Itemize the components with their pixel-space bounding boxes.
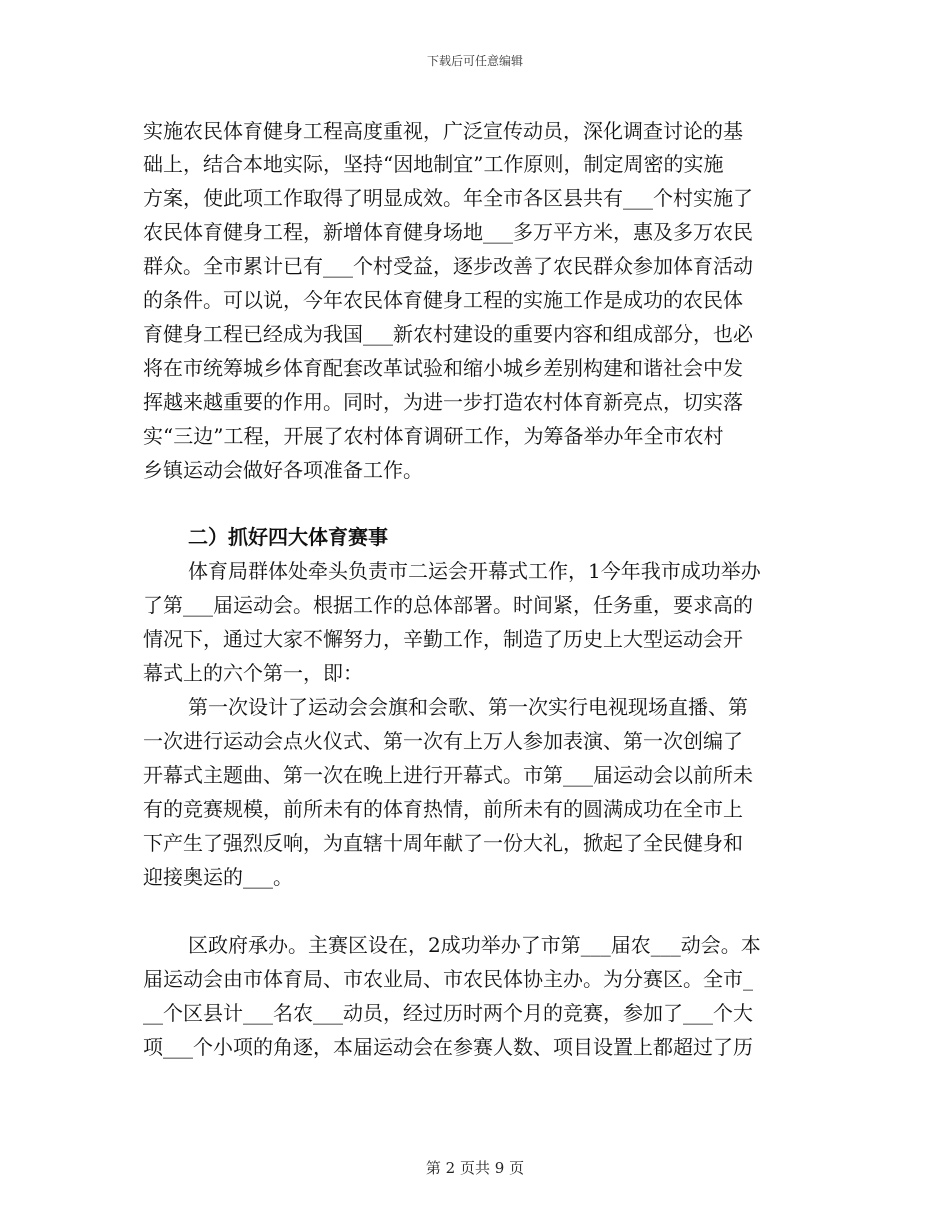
body-line: 乡镇运动会做好各项准备工作。 xyxy=(143,458,423,482)
page-footer: 第 2 页共 9 页 xyxy=(425,1159,525,1177)
body-line: 情况下，通过大家不懈努力，辛勤工作，制造了历史上大型运动会开 xyxy=(143,627,743,651)
body-line: 迎接奥运的___。 xyxy=(143,865,293,889)
body-line: 方案，使此项工作取得了明显成效。年全市各区县共有___个村实施了 xyxy=(143,186,753,210)
body-line: 第一次设计了运动会会旗和会歌、第一次实行电视现场直播、第 xyxy=(188,695,748,719)
body-line: 有的竞赛规模，前所未有的体育热情，前所未有的圆满成功在全市上 xyxy=(143,797,743,821)
body-line: 的条件。可以说，今年农民体育健身工程的实施工作是成功的农民体 xyxy=(143,288,743,312)
body-line: 实“三边”工程，开展了农村体育调研工作，为筹备举办年全市农村 xyxy=(143,424,724,448)
body-line: 农民体育健身工程，新增体育健身场地___多万平方米，惠及多万农民 xyxy=(143,220,753,244)
body-line: 一次进行运动会点火仪式、第一次有上万人参加表演、第一次创编了 xyxy=(143,729,743,753)
body-line: 届运动会由市体育局、市农业局、市农民体协主办。为分赛区。全市_ xyxy=(143,967,753,991)
body-line: 体育局群体处牵头负责市二运会开幕式工作，1今年我市成功举办 xyxy=(188,559,761,583)
body-line: 区政府承办。主赛区设在，2成功举办了市第___届农___动会。本 xyxy=(188,933,761,957)
body-line: 了第___届运动会。根据工作的总体部署。时间紧，任务重，要求高的 xyxy=(143,593,753,617)
body-line: __个区县计___名农___动员，经过历时两个月的竞赛，参加了___个大 xyxy=(143,1001,753,1025)
body-line: 开幕式主题曲、第一次在晚上进行开幕式。市第___届运动会以前所未 xyxy=(143,763,753,787)
body-line: 二）抓好四大体育赛事 xyxy=(188,525,388,549)
body-line: 实施农民体育健身工程高度重视，广泛宣传动员，深化调查讨论的基 xyxy=(143,119,743,143)
body-line: 幕式上的六个第一，即： xyxy=(143,661,363,685)
body-line: 群众。全市累计已有___个村受益，逐步改善了农民群众参加体育活动 xyxy=(143,254,753,278)
page-header: 下载后可任意编辑 xyxy=(426,54,523,68)
body-line: 挥越来越重要的作用。同时，为进一步打造农村体育新亮点，切实落 xyxy=(143,390,743,414)
body-line: 下产生了强烈反响，为直辖十周年献了一份大礼，掀起了全民健身和 xyxy=(143,831,743,855)
body-line: 础上，结合本地实际，坚持“因地制宜”工作原则，制定周密的实施 xyxy=(143,152,724,176)
body-line: 项___个小项的角逐，本届运动会在参赛人数、项目设置上都超过了历 xyxy=(143,1035,753,1059)
body-line: 将在市统筹城乡体育配套改革试验和缩小城乡差别构建和谐社会中发 xyxy=(143,356,743,380)
body-line: 育健身工程已经成为我国___新农村建设的重要内容和组成部分，也必 xyxy=(143,322,753,346)
